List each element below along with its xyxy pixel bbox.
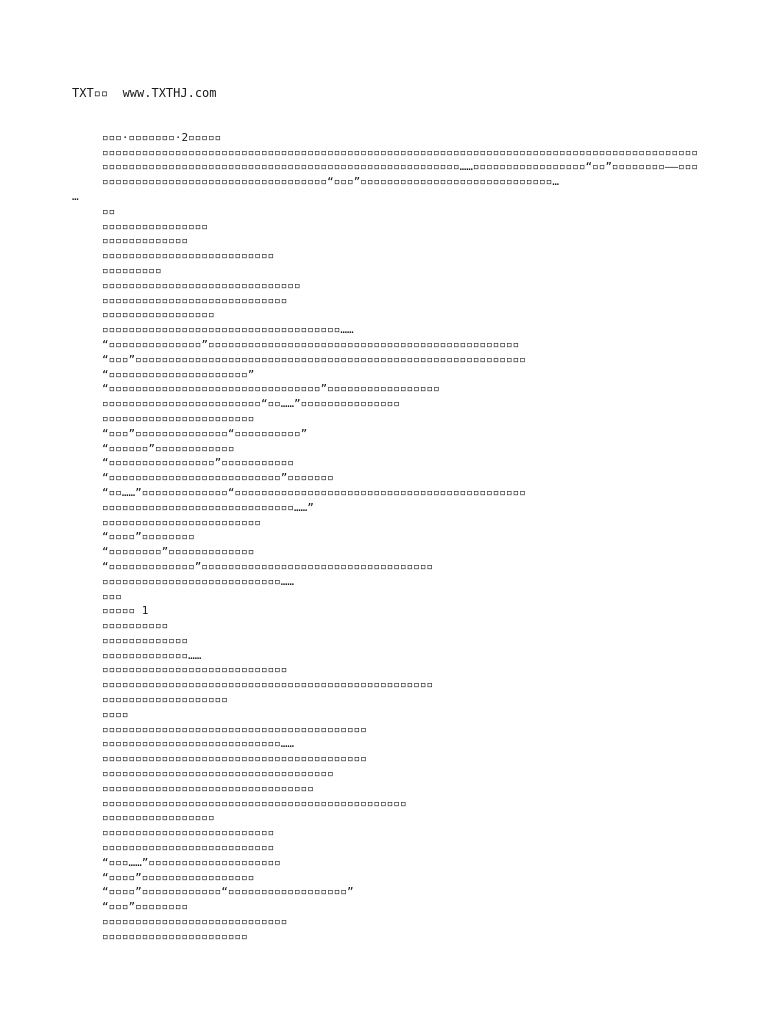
text-line: ▫▫▫▫▫▫▫▫▫▫▫▫▫▫▫▫▫▫▫▫▫▫▫▫“▫▫……”▫▫▫▫▫▫▫▫▫▫▫▫▫▫▫ bbox=[102, 397, 401, 411]
text-line: “▫▫▫▫▫▫”▫▫▫▫▫▫▫▫▫▫▫▫ bbox=[102, 441, 235, 455]
text-line: ▫▫▫▫▫▫▫▫▫▫▫▫▫▫▫▫▫▫▫▫▫▫▫▫▫▫ bbox=[102, 841, 275, 855]
text-line: ▫▫▫▫▫▫▫▫▫▫▫▫▫▫▫▫▫▫▫▫▫▫▫▫▫▫▫▫▫▫▫▫ bbox=[102, 781, 314, 795]
text-line: ▫▫▫▫▫▫▫▫▫▫▫▫▫ bbox=[102, 234, 189, 248]
text-line: “▫▫▫▫▫▫▫▫▫▫▫▫▫▫▫▫▫▫▫▫▫▫▫▫▫▫”▫▫▫▫▫▫▫ bbox=[102, 471, 334, 485]
text-line: ▫▫▫▫▫▫▫▫▫▫▫▫▫▫▫▫▫ bbox=[102, 811, 215, 825]
text-line: ▫▫▫ bbox=[102, 589, 122, 603]
document-body bbox=[72, 86, 700, 945]
text-line: ▫▫▫▫▫▫▫▫▫▫▫▫▫▫▫▫▫▫▫▫▫▫▫▫▫▫▫▫ bbox=[102, 293, 288, 307]
text-line: “▫▫▫”▫▫▫▫▫▫▫▫▫▫▫▫▫▫▫▫▫▫▫▫▫▫▫▫▫▫▫▫▫▫▫▫▫▫▫▫▫▫▫▫▫▫▫▫▫▫▫▫▫▫▫▫▫▫▫▫▫▫▫ bbox=[102, 352, 526, 366]
text-line: “▫▫▫▫▫▫▫▫▫▫▫▫▫”▫▫▫▫▫▫▫▫▫▫▫▫▫▫▫▫▫▫▫▫▫▫▫▫▫▫▫▫▫▫▫▫▫▫▫ bbox=[102, 559, 434, 573]
text-line: ▫▫▫▫▫▫▫▫▫ bbox=[102, 263, 162, 277]
text-line: ▫▫▫▫▫ 1 bbox=[102, 604, 149, 618]
text-line: ▫▫▫▫▫▫▫▫▫▫▫▫▫…… bbox=[102, 648, 202, 662]
site-header: TXT▫▫ www.TXTHJ.com bbox=[72, 86, 217, 100]
text-line: ▫▫▫▫▫▫▫▫▫▫▫▫▫▫▫▫▫▫▫▫▫▫▫▫▫▫▫…… bbox=[102, 737, 295, 751]
text-line: “▫▫▫▫”▫▫▫▫▫▫▫▫▫▫▫▫▫▫▫▫▫ bbox=[102, 870, 255, 884]
text-line: ▫▫▫▫▫▫▫▫▫▫▫▫▫▫▫▫▫▫▫▫▫▫ bbox=[102, 929, 248, 943]
text-line: “▫▫▫▫▫▫▫▫▫▫▫▫▫▫▫▫▫▫▫▫▫” bbox=[102, 367, 255, 381]
text-line: ▫▫▫▫▫▫▫▫▫▫▫▫▫▫▫▫▫▫▫▫▫▫▫▫▫▫▫▫▫▫▫▫▫▫▫▫▫▫▫▫▫▫▫▫▫▫▫▫▫▫▫▫▫▫▫▫▫▫▫▫▫▫▫▫▫▫▫▫▫▫▫▫▫▫▫▫▫▫▫▫▫▫▫▫▫▫▫▫▫▫▫▫▫▫▫▫▫▫▫▫▫▫▫▫▫▫▫▫▫▫▫▫▫▫▫▫▫▫▫▫▫▫▫▫▫▫▫▫▫▫▫▫▫▫▫▫▫▫▫▫▫▫▫▫……▫▫▫▫▫▫▫▫▫▫▫▫▫▫▫▫▫“▫▫”▫▫▫▫▫▫▫▫——▫▫▫▫▫▫▫▫▫▫▫▫▫▫▫▫▫▫▫▫▫▫▫▫▫▫▫▫▫▫▫▫▫▫▫▫▫“▫▫▫”▫▫▫▫▫▫▫▫▫▫▫▫▫▫▫▫▫▫▫▫▫▫▫▫▫▫▫▫▫… bbox=[102, 145, 699, 189]
text-line: ▫▫ bbox=[102, 204, 116, 218]
text-line: ▫▫▫▫▫▫▫▫▫▫▫▫▫▫▫▫ bbox=[102, 219, 208, 233]
text-line: “▫▫▫……”▫▫▫▫▫▫▫▫▫▫▫▫▫▫▫▫▫▫▫▫ bbox=[102, 855, 281, 869]
text-line: ▫▫▫▫▫▫▫▫▫▫▫▫▫▫▫▫▫▫▫▫▫▫▫▫▫▫▫▫▫▫ bbox=[102, 278, 301, 292]
text-line: ▫▫▫▫▫▫▫▫▫▫▫▫▫▫▫▫▫▫▫ bbox=[102, 693, 228, 707]
text-line: ▫▫▫▫▫▫▫▫▫▫▫▫▫▫▫▫▫▫▫▫▫▫▫▫▫▫▫▫▫▫▫▫▫▫▫▫▫▫▫▫▫▫▫▫▫▫▫▫▫▫ bbox=[102, 678, 434, 692]
text-line: “▫▫▫▫▫▫▫▫”▫▫▫▫▫▫▫▫▫▫▫▫▫ bbox=[102, 545, 255, 559]
text-line: ▫▫▫▫▫▫▫▫▫▫▫▫▫▫▫▫▫▫▫▫▫▫▫▫▫▫▫▫▫▫▫▫▫▫▫▫▫▫▫▫▫▫▫▫▫▫ bbox=[102, 796, 407, 810]
text-line: ▫▫▫▫▫▫▫▫▫▫▫▫▫▫▫▫▫▫▫▫▫▫▫▫▫▫▫▫ bbox=[102, 915, 288, 929]
text-line: ▫▫▫▫▫▫▫▫▫▫▫▫▫▫▫▫▫▫▫▫▫▫▫▫▫▫▫▫ bbox=[102, 663, 288, 677]
text-line: “▫▫▫▫▫▫▫▫▫▫▫▫▫▫”▫▫▫▫▫▫▫▫▫▫▫▫▫▫▫▫▫▫▫▫▫▫▫▫▫▫▫▫▫▫▫▫▫▫▫▫▫▫▫▫▫▫▫▫▫▫▫ bbox=[102, 337, 520, 351]
text-line: “▫▫▫”▫▫▫▫▫▫▫▫▫▫▫▫▫▫“▫▫▫▫▫▫▫▫▫▫” bbox=[102, 426, 308, 440]
text-line: ▫▫▫▫▫▫▫▫▫▫▫▫▫▫▫▫▫▫▫▫▫▫▫▫▫▫▫…… bbox=[102, 574, 295, 588]
text-line: “▫▫▫▫”▫▫▫▫▫▫▫▫▫▫▫▫“▫▫▫▫▫▫▫▫▫▫▫▫▫▫▫▫▫▫” bbox=[102, 885, 354, 899]
text-line: ▫▫▫▫▫▫▫▫▫▫▫▫▫▫▫▫▫▫▫▫▫▫▫▫▫▫ bbox=[102, 249, 275, 263]
text-line: ▫▫▫▫▫▫▫▫▫▫▫▫▫▫▫▫▫▫▫▫▫▫▫ bbox=[102, 411, 255, 425]
text-line: ▫▫▫▫▫▫▫▫▫▫▫▫▫▫▫▫▫▫▫▫▫▫▫▫▫▫▫▫▫▫▫▫▫▫▫ bbox=[102, 767, 334, 781]
text-line: “▫▫▫▫▫▫▫▫▫▫▫▫▫▫▫▫”▫▫▫▫▫▫▫▫▫▫▫ bbox=[102, 456, 295, 470]
text-line: ▫▫▫▫▫▫▫▫▫▫ bbox=[102, 619, 169, 633]
text-line: “▫▫▫▫▫▫▫▫▫▫▫▫▫▫▫▫▫▫▫▫▫▫▫▫▫▫▫▫▫▫▫▫”▫▫▫▫▫▫▫▫▫▫▫▫▫▫▫▫▫ bbox=[102, 382, 440, 396]
text-line: ▫▫▫▫▫▫▫▫▫▫▫▫▫ bbox=[102, 633, 189, 647]
text-line: … bbox=[72, 189, 79, 203]
text-line: ▫▫▫▫▫▫▫▫▫▫▫▫▫▫▫▫▫▫▫▫▫▫▫▫▫▫▫▫▫……” bbox=[102, 500, 314, 514]
text-line: ▫▫▫▫▫▫▫▫▫▫▫▫▫▫▫▫▫▫▫▫▫▫▫▫▫▫▫▫▫▫▫▫▫▫▫▫▫▫▫▫ bbox=[102, 752, 367, 766]
text-line: ▫▫▫▫▫▫▫▫▫▫▫▫▫▫▫▫▫ bbox=[102, 308, 215, 322]
text-line: ▫▫▫▫ bbox=[102, 707, 129, 721]
text-line: ▫▫▫▫▫▫▫▫▫▫▫▫▫▫▫▫▫▫▫▫▫▫▫▫▫▫ bbox=[102, 826, 275, 840]
text-line: ▫▫▫▫▫▫▫▫▫▫▫▫▫▫▫▫▫▫▫▫▫▫▫▫ bbox=[102, 515, 261, 529]
text-line: “▫▫▫▫”▫▫▫▫▫▫▫▫ bbox=[102, 530, 195, 544]
text-lines bbox=[72, 131, 700, 945]
text-line: “▫▫……”▫▫▫▫▫▫▫▫▫▫▫▫▫“▫▫▫▫▫▫▫▫▫▫▫▫▫▫▫▫▫▫▫▫▫▫▫▫▫▫▫▫▫▫▫▫▫▫▫▫▫▫▫▫▫▫▫▫ bbox=[102, 485, 526, 499]
text-line: “▫▫▫”▫▫▫▫▫▫▫▫ bbox=[102, 900, 189, 914]
text-line: ▫▫▫▫▫▫▫▫▫▫▫▫▫▫▫▫▫▫▫▫▫▫▫▫▫▫▫▫▫▫▫▫▫▫▫▫▫▫▫▫ bbox=[102, 722, 367, 736]
text-line: ▫▫▫▫▫▫▫▫▫▫▫▫▫▫▫▫▫▫▫▫▫▫▫▫▫▫▫▫▫▫▫▫▫▫▫▫…… bbox=[102, 323, 354, 337]
text-line: ▫▫▫·▫▫▫▫▫▫▫·2▫▫▫▫▫ bbox=[102, 130, 222, 144]
